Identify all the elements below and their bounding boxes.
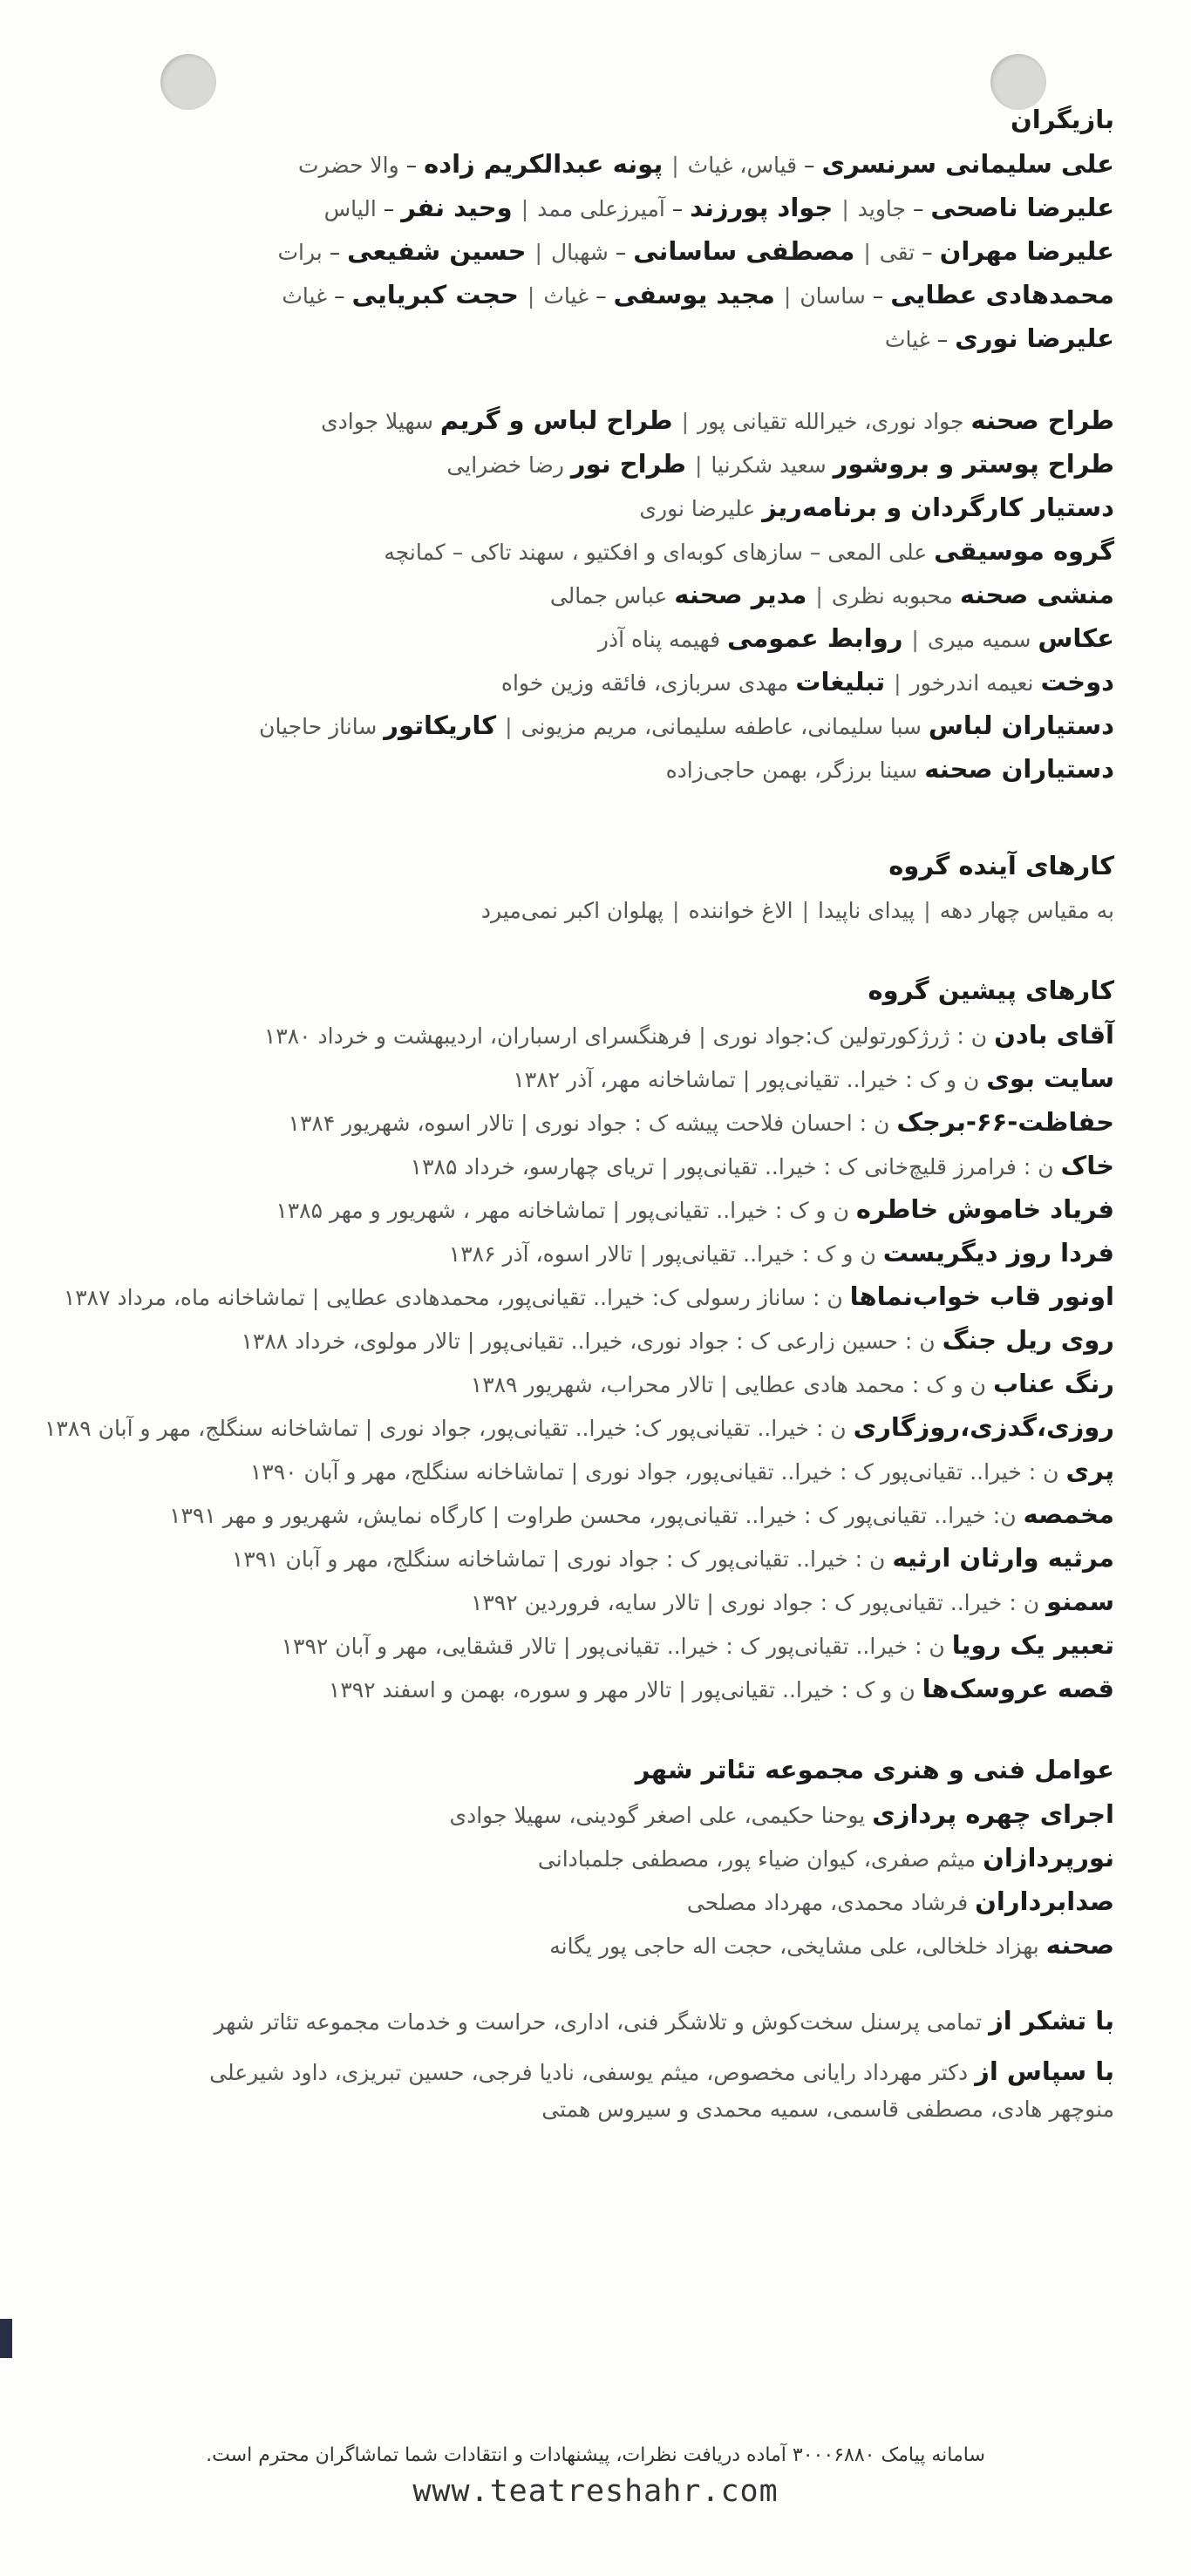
past-work-title: حفاظت-۶۶-برجک [896, 1107, 1114, 1137]
cast-row: علیرضا مهران – تقی|مصطفی ساسانی – شهبال|حسین شفیعی – برات [277, 236, 1114, 266]
theatre-staff-row [59, 1924, 1114, 1968]
separator: | [672, 898, 680, 923]
staff-names: بهزاد خلخالی، علی مشایخی، حجت اله حاجی پور یگانه [549, 1934, 1039, 1959]
actor-role: غیاث [282, 283, 328, 309]
crew-names: ساناز حاجیان [259, 714, 378, 739]
staff-title: صحنه [1045, 1930, 1114, 1960]
past-work-detail: ن و ک : خیرا.. تقیانی‌پور | تماشاخانه مهر، آذر ۱۳۸۲ [513, 1067, 980, 1092]
past-work-detail: ن و ک : خیرا.. تقیانی‌پور | تالار مهر و سوره، بهمن و اسفند ۱۳۹۲ [328, 1677, 915, 1703]
past-work-title: روی ریل جنگ [942, 1325, 1114, 1355]
past-work-detail: ن و ک : خیرا.. تقیانی‌پور | تالار اسوه، آذر ۱۳۸۶ [448, 1241, 876, 1267]
actor-role: جاوید [857, 196, 907, 221]
thanks-section [59, 2002, 1114, 2128]
crew-names: عباس جمالی [549, 583, 668, 608]
crew-names: سهیلا جوادی [321, 409, 433, 434]
crew-row [59, 704, 1114, 748]
actor-role: والا حضرت [297, 153, 399, 178]
actor-name: محمدهادی عطایی [890, 280, 1114, 309]
theatre-staff-heading: عوامل فنی و هنری مجموعه تئاتر شهر [635, 1755, 1114, 1784]
past-work-item [59, 1450, 1114, 1493]
crew-row [59, 399, 1114, 443]
past-works-list [44, 1014, 1114, 1711]
actor-name: علیرضا ناصحی [930, 193, 1114, 222]
future-works-heading: کارهای آینده گروه [888, 851, 1114, 880]
gratitude-text-2: منوچهر هادی، مصطفی قاسمی، سمیه محمدی و سیروس همتی [541, 2097, 1114, 2122]
past-work-item [59, 1363, 1114, 1406]
past-work-item [59, 1188, 1114, 1232]
crew-title: کاریکاتور [384, 710, 497, 740]
crew-row [59, 617, 1114, 661]
crew-names: سمیه میری [927, 627, 1031, 652]
separator: | [521, 196, 529, 221]
crew-names: علی المعی – سازهای کوبه‌ای و افکتیو ، سهند تاکی – کمانچه [384, 540, 928, 565]
actor-role: برات [277, 240, 323, 265]
thanks-title: با تشکر از [989, 2006, 1114, 2036]
actor-name: حسین شفیعی [347, 236, 527, 266]
cast-list [59, 143, 1114, 361]
crew-title: طراح نور [570, 449, 686, 479]
theatre-staff-section [59, 1746, 1114, 1968]
separator: | [815, 583, 823, 608]
separator: | [894, 670, 902, 696]
gratitude-line [59, 2053, 1114, 2091]
crew-row [59, 748, 1114, 792]
past-works-heading: کارهای پیشین گروه [868, 975, 1114, 1005]
staff-names: میثم صفری، کیوان ضیاء پور، مصطفی جلمبادانی [537, 1846, 977, 1872]
actor-role: ساسان [800, 283, 866, 309]
past-work-title: سمنو [1046, 1587, 1114, 1616]
past-work-title: سایت بوی [986, 1064, 1114, 1093]
actor-role: شهبال [550, 240, 609, 265]
crew-title: تبلیغات [795, 667, 886, 697]
cast-heading: بازیگران [1011, 105, 1114, 134]
crew-section [59, 399, 1114, 792]
actor-name: علیرضا مهران [939, 236, 1114, 266]
actor-role: قیاس، غیاث [687, 153, 798, 178]
separator: | [783, 283, 792, 309]
past-work-title: مرثیه وارثان ارثیه [892, 1543, 1114, 1573]
past-work-item [59, 1275, 1114, 1319]
crew-names: محبوبه نظری [831, 583, 953, 608]
crew-title: دستیاران صحنه [924, 754, 1114, 784]
actor-name: حجت کبریایی [351, 280, 519, 309]
staff-title: صدابرداران [975, 1886, 1114, 1916]
past-work-detail: ن : خیرا.. تقیانی‌پور ک : جواد نوری | تالار سایه، فروردین ۱۳۹۲ [470, 1590, 1040, 1615]
future-work-item: به مقیاس چهار دهه [939, 898, 1114, 923]
cast-section [59, 96, 1114, 361]
past-work-title: تعبیر یک رویا [951, 1630, 1114, 1660]
cast-row: محمدهادی عطایی – ساسان|مجید یوسفی – غیاث|حجت کبریایی – غیاث [282, 280, 1114, 309]
crew-title: منشی صحنه [959, 580, 1114, 609]
actor-name: پونه عبدالکریم زاده [424, 149, 664, 179]
actor-name: مجید یوسفی [613, 280, 775, 309]
crew-row [59, 574, 1114, 617]
separator: | [911, 627, 919, 652]
crew-row [59, 530, 1114, 574]
crew-names: مهدی سربازی، فائقه وزین خواه [500, 670, 789, 696]
past-work-detail: ن: خیرا.. تقیانی‌پور ک : خیرا.. تقیانی‌پور، محسن طراوت | کارگاه نمایش، شهریور و مهر ۱۳۹۱ [169, 1503, 1017, 1528]
past-work-item [59, 1057, 1114, 1101]
past-work-title: رنگ عناب [992, 1369, 1114, 1398]
website-link[interactable]: www.teatreshahr.com [412, 2474, 779, 2509]
future-works-list [59, 889, 1114, 932]
past-work-item [59, 1537, 1114, 1580]
past-work-detail: ن : احسان فلاحت پیشه ک : جواد نوری | تالار اسوه، شهریور ۱۳۸۴ [288, 1111, 890, 1136]
gratitude-title: با سپاس از [975, 2056, 1114, 2086]
future-work-item: الاغ خواننده [688, 898, 793, 923]
past-work-item [59, 1145, 1114, 1188]
past-work-detail: ن : ساناز رسولی ک: خیرا.. تقیانی‌پور، محمدهادی عطایی | تماشاخانه ماه، مرداد ۱۳۸۷ [63, 1285, 843, 1310]
actor-name: جواد پورزند [690, 193, 834, 222]
footer [0, 2441, 1191, 2512]
past-work-detail: ن : خیرا.. تقیانی‌پور ک : جواد نوری | تماشاخانه سنگلج، مهر و آبان ۱۳۹۱ [231, 1546, 886, 1572]
crew-title: طراح پوستر و بروشور [833, 449, 1114, 479]
past-work-detail: ن : حسین زارعی ک : جواد نوری، خیرا.. تقیانی‌پور | تالار مولوی، خرداد ۱۳۸۸ [241, 1329, 936, 1354]
actor-role: الیاس [323, 196, 377, 221]
separator: | [505, 714, 513, 739]
crew-names: سینا برزگر، بهمن حاجی‌زاده [665, 758, 918, 783]
crew-row [59, 661, 1114, 704]
past-work-detail: ن و ک : خیرا.. تقیانی‌پور | تماشاخانه مهر ، شهریور و مهر ۱۳۸۵ [276, 1198, 849, 1223]
past-work-detail: ن : خیرا.. تقیانی‌پور ک : خیرا.. تقیانی‌پور | تالار قشقایی، مهر و آبان ۱۳۹۲ [281, 1634, 945, 1659]
past-work-title: خاک [1060, 1151, 1114, 1180]
crew-names: سبا سلیمانی، عاطفه سلیمانی، مریم مزیونی [521, 714, 922, 739]
past-work-item [59, 1319, 1114, 1363]
actor-name: مصطفی ساسانی [633, 236, 855, 266]
theatre-staff-row [59, 1880, 1114, 1924]
future-work-item: پیدای ناپیدا [818, 898, 915, 923]
crew-names: جواد نوری، خیرالله تقیانی پور [698, 409, 964, 434]
past-work-title: فریاد خاموش خاطره [855, 1194, 1114, 1224]
cast-row: علیرضا نوری – غیاث [884, 323, 1114, 353]
past-work-item [59, 1493, 1114, 1537]
sms-notice: سامانه پیامک ۳۰۰۰۶۸۸۰ آماده دریافت نظرات، پیشنهادات و انتقادات شما تماشاگران محترم است. [206, 2444, 985, 2466]
staff-names: فرشاد محمدی، مهرداد مصلحی [686, 1890, 969, 1915]
past-work-item [44, 1406, 1114, 1450]
crew-title: طراح صحنه [970, 405, 1114, 435]
theatre-staff-list [59, 1793, 1114, 1968]
future-work-item: پهلوان اکبر نمی‌میرد [480, 898, 664, 923]
crew-list [59, 399, 1114, 792]
actor-role: غیاث [884, 327, 930, 352]
crew-title: مدیر صحنه [674, 580, 807, 609]
future-works-section [59, 842, 1114, 932]
gratitude-line-2 [59, 2091, 1114, 2128]
crew-title: دوخت [1040, 667, 1114, 697]
past-work-detail: ن : خیرا.. تقیانی‌پور ک : خیرا.. تقیانی‌پور، جواد نوری | تماشاخانه سنگلج، مهر و آبان ۱۳۹۰ [249, 1459, 1059, 1485]
separator: | [923, 898, 931, 923]
crew-title: دستیار کارگردان و برنامه‌ریز [762, 493, 1114, 522]
past-work-title: روزی،گدزی،روزگاری [853, 1412, 1114, 1442]
cast-row: علی سلیمانی سرنسری – قیاس، غیاث|پونه عبدالکریم زاده – والا حضرت [297, 149, 1114, 179]
past-work-item [59, 1580, 1114, 1624]
crew-names: رضا خضرایی [446, 452, 564, 478]
separator: | [671, 153, 679, 178]
crew-row [59, 486, 1114, 530]
past-works-section [44, 967, 1114, 1711]
past-work-detail: ن : خیرا.. تقیانی‌پور ک: خیرا.. تقیانی‌پور، جواد نوری | تماشاخانه سنگلج، مهر و آبان ۱۳۸۹ [44, 1416, 847, 1441]
separator: | [534, 240, 542, 265]
actor-role: غیاث [543, 283, 589, 309]
past-work-item [59, 1232, 1114, 1275]
actor-role: آمیرزعلی ممد [537, 196, 665, 221]
crew-title: گروه موسیقی [934, 536, 1114, 566]
past-work-item [59, 1014, 1114, 1057]
brochure-content [44, 96, 1114, 2128]
crew-names: فهیمه پناه آذر [597, 627, 721, 652]
past-work-title: پری [1065, 1456, 1114, 1485]
actor-name: وحید نفر [401, 193, 513, 222]
crew-title: دستیاران لباس [928, 710, 1114, 740]
past-work-item [59, 1101, 1114, 1145]
crew-title: طراح لباس و گریم [439, 405, 673, 435]
past-work-detail: ن : ژرژکورتولین ک:جواد نوری | فرهنگسرای ارسباران، اردیبهشت و خرداد ۱۳۸۰ [263, 1023, 988, 1049]
staff-title: نورپردازان [983, 1843, 1114, 1873]
separator: | [863, 240, 871, 265]
crew-names: سعید شکرنیا [711, 452, 827, 478]
actor-name: علیرضا نوری [955, 323, 1114, 353]
thanks-line [59, 2002, 1114, 2041]
past-work-title: فردا روز دیگریست [882, 1238, 1114, 1268]
past-work-detail: ن و ک : محمد هادی عطایی | تالار محراب، شهریور ۱۳۸۹ [470, 1372, 986, 1397]
crew-names: علیرضا نوری [639, 496, 756, 521]
separator: | [801, 898, 810, 923]
past-work-title: مخمصه [1023, 1499, 1114, 1529]
separator: | [694, 452, 703, 478]
crew-names: نعیمه اندرخور [909, 670, 1034, 696]
crew-title: روابط عمومی [726, 623, 903, 653]
past-work-title: قصه عروسک‌ها [922, 1674, 1114, 1703]
cast-row: علیرضا ناصحی – جاوید|جواد پورزند – آمیرزعلی ممد|وحید نفر – الیاس [323, 193, 1114, 222]
staff-title: اجرای چهره پردازی [872, 1799, 1114, 1829]
past-work-title: اونور قاب خواب‌نماها [849, 1281, 1114, 1311]
edge-mark [0, 2319, 12, 2358]
past-work-detail: ن : فرامرز قلیچ‌خانی ک : خیرا.. تقیانی‌پور | تریای چهارسو، خرداد ۱۳۸۵ [410, 1154, 1054, 1179]
crew-row [59, 443, 1114, 486]
staff-names: یوحنا حکیمی، علی اصغر گودینی، سهیلا جوادی [449, 1803, 866, 1828]
actor-role: تقی [879, 240, 915, 265]
separator: | [841, 196, 849, 221]
crew-title: عکاس [1038, 623, 1114, 653]
theatre-staff-row [59, 1837, 1114, 1880]
past-work-title: آقای بادن [994, 1020, 1114, 1050]
separator: | [527, 283, 535, 309]
separator: | [681, 409, 690, 434]
thanks-text: تمامی پرسنل سخت‌کوش و تلاشگر فنی، اداری، حراست و خدمات مجموعه تئاتر شهر [214, 2009, 983, 2035]
actor-name: علی سلیمانی سرنسری [821, 149, 1114, 179]
past-work-item [59, 1624, 1114, 1668]
past-work-item [59, 1668, 1114, 1711]
theatre-staff-row [59, 1793, 1114, 1837]
gratitude-text: دکتر مهرداد رایانی مخصوص، میثم یوسفی، نادیا فرجی، حسین تبریزی، داود شیرعلی [209, 2060, 969, 2085]
